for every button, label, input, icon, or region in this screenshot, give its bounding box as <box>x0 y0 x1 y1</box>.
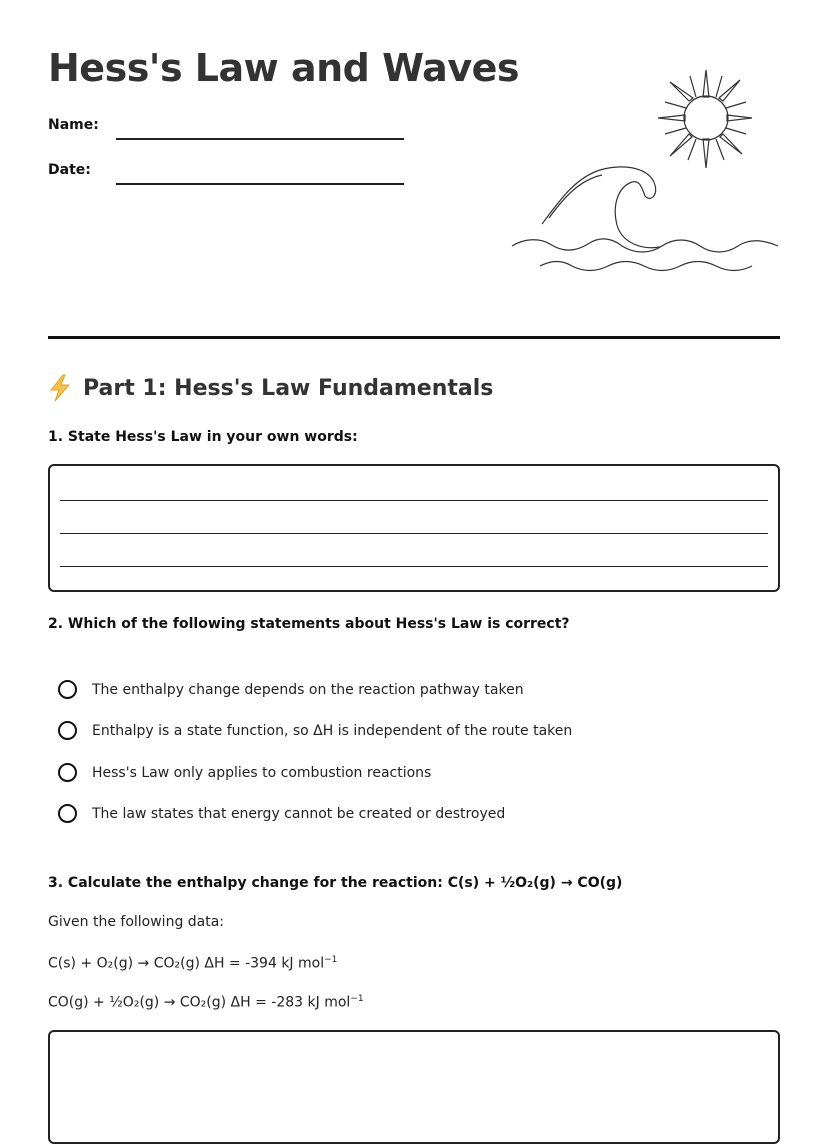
equation-1-text: C(s) + O₂(g) → CO₂(g) ΔH = -394 kJ mol <box>48 955 325 972</box>
question-3-prompt: 3. Calculate the enthalpy change for the reaction: C(s) + ½O₂(g) → CO(g) <box>48 875 623 891</box>
lightning-bolt-icon <box>48 374 72 402</box>
q2-option-d[interactable] <box>58 804 505 823</box>
date-field[interactable] <box>116 183 404 185</box>
part1-heading-text: Part 1: Hess's Law Fundamentals <box>83 375 494 401</box>
answer-line <box>60 500 768 501</box>
question-3-answer-box[interactable] <box>48 1030 780 1144</box>
q2-option-b-text: Enthalpy is a state function, so ΔH is independent of the route taken <box>92 722 573 739</box>
date-label: Date: <box>48 162 91 178</box>
question-1-answer-box[interactable] <box>48 464 780 592</box>
given-equation-2 <box>48 994 364 1011</box>
equation-1-exponent: −1 <box>324 955 338 965</box>
radio-button[interactable] <box>58 680 77 699</box>
q2-option-c[interactable] <box>58 763 431 782</box>
q2-option-c-text: Hess's Law only applies to combustion reactions <box>92 764 432 781</box>
name-field[interactable] <box>116 138 404 140</box>
given-equation-1 <box>48 955 337 972</box>
section-divider <box>48 336 780 339</box>
equation-2-text: CO(g) + ½O₂(g) → CO₂(g) ΔH = -283 kJ mol <box>48 994 351 1011</box>
q2-option-a-text: The enthalpy change depends on the reaction pathway taken <box>92 681 524 698</box>
equation-2-exponent: −1 <box>350 994 364 1004</box>
radio-button[interactable] <box>58 721 77 740</box>
worksheet-title: Hess's Law and Waves <box>48 46 519 90</box>
wave-icon <box>512 167 778 271</box>
given-data-label: Given the following data: <box>48 914 225 930</box>
sun-and-wave-illustration <box>505 66 785 281</box>
question-1-prompt: 1. State Hess's Law in your own words: <box>48 429 358 445</box>
answer-line <box>60 566 768 567</box>
answer-line <box>60 533 768 534</box>
name-label: Name: <box>48 117 99 133</box>
radio-button[interactable] <box>58 763 77 782</box>
radio-button[interactable] <box>58 804 77 823</box>
sun-icon <box>658 70 752 168</box>
q2-option-d-text: The law states that energy cannot be created or destroyed <box>92 805 506 822</box>
part1-heading <box>48 374 493 402</box>
q2-option-b[interactable] <box>58 721 572 740</box>
q2-option-a[interactable] <box>58 680 524 699</box>
question-2-prompt: 2. Which of the following statements about Hess's Law is correct? <box>48 616 570 632</box>
